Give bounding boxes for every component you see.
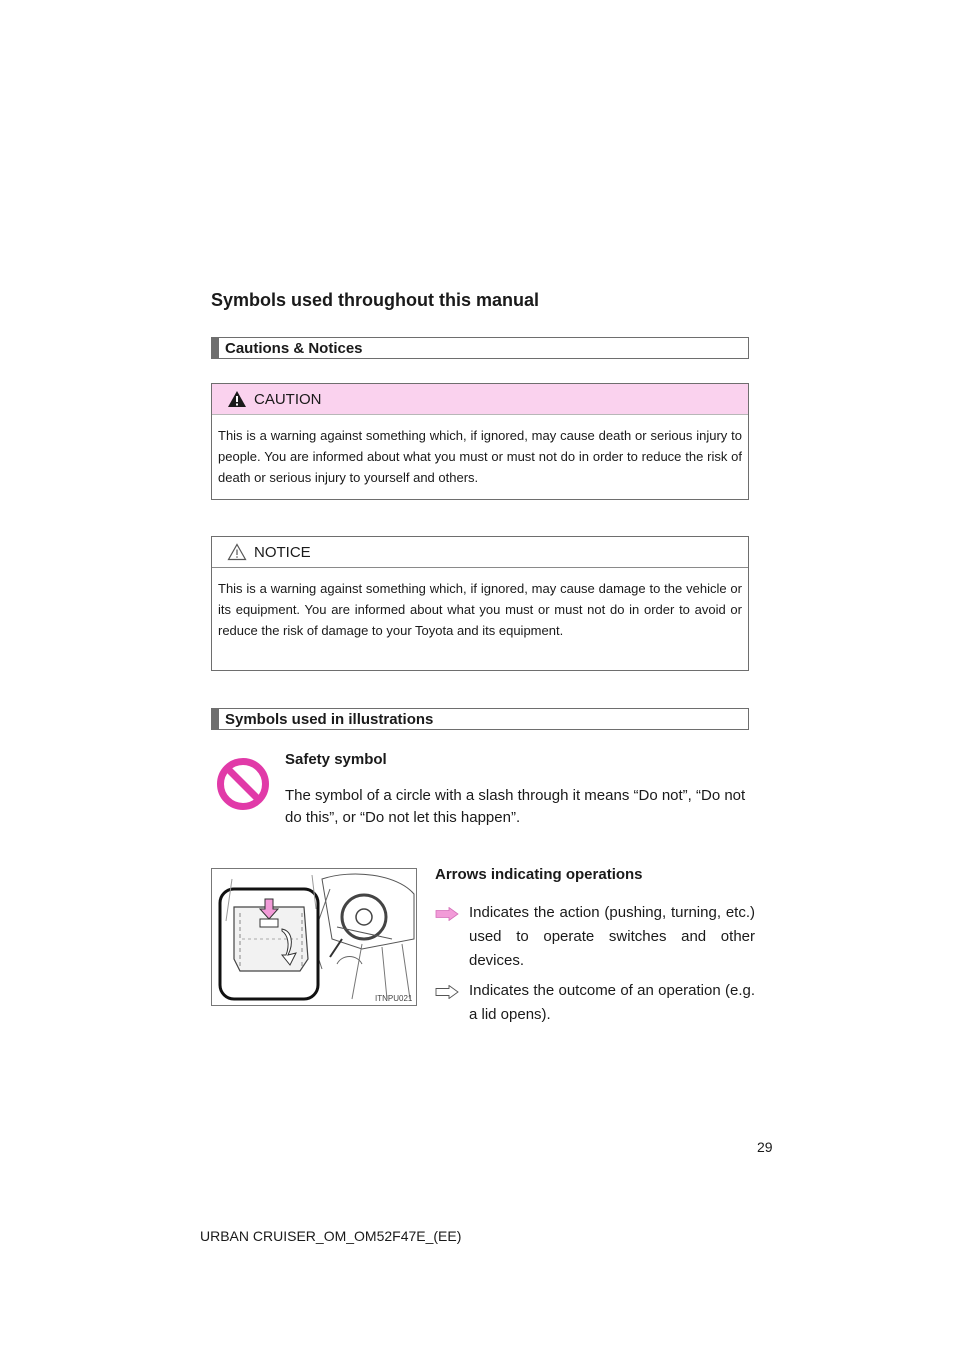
prohibition-symbol-icon — [216, 757, 270, 811]
action-arrow-text: Indicates the action (pushing, turning, etc.) used to operate switches and other devices. — [469, 904, 755, 969]
notice-box — [211, 536, 749, 671]
notice-header — [212, 537, 748, 568]
caution-heading: CAUTION — [254, 390, 322, 408]
page-title: Symbols used throughout this manual — [211, 290, 540, 310]
outcome-arrow-icon — [435, 985, 459, 999]
footer-code: URBAN CRUISER_OM_OM52F47E_(EE) — [200, 1228, 462, 1244]
safety-symbol-description: The symbol of a circle with a slash through it means “Do not”, “Do not do this”, or “Do not let this happen”. — [285, 787, 746, 826]
section-label: Symbols used in illustrations — [225, 710, 434, 728]
caution-outline-triangle-icon — [227, 543, 247, 561]
arrows-title: Arrows indicating operations — [435, 866, 643, 883]
notice-heading: NOTICE — [254, 543, 311, 561]
section-marker — [212, 709, 219, 729]
glovebox-illustration — [211, 868, 417, 1006]
outcome-arrow-item — [435, 979, 755, 1027]
caution-header — [212, 384, 748, 415]
caution-box — [211, 383, 749, 500]
outcome-arrow-text: Indicates the outcome of an operation (e.g. a lid opens). — [469, 982, 755, 1023]
section-header-cautions — [211, 337, 749, 359]
page-number: 29 — [757, 1139, 773, 1155]
section-label: Cautions & Notices — [225, 339, 363, 357]
action-arrow-icon — [435, 907, 459, 921]
action-arrow-item — [435, 901, 755, 973]
illustration-code: ITNPU021 — [375, 994, 413, 1003]
warning-triangle-icon — [227, 390, 247, 408]
notice-body: This is a warning against something which, if ignored, may cause damage to the vehicle or its equipment. You are informed about what you must or must not do in order to avoid or reduce the risk of damage to your Toyota and its equipment. — [218, 581, 742, 638]
dashboard-glovebox-image — [212, 869, 416, 1005]
section-marker — [212, 338, 219, 358]
safety-symbol-title: Safety symbol — [285, 751, 387, 768]
section-header-illustrations — [211, 708, 749, 730]
caution-body: This is a warning against something which, if ignored, may cause death or serious injury to people. You are informed about what you must or must not do in order to reduce the risk of death or serious injury to yourself and others. — [218, 428, 742, 485]
